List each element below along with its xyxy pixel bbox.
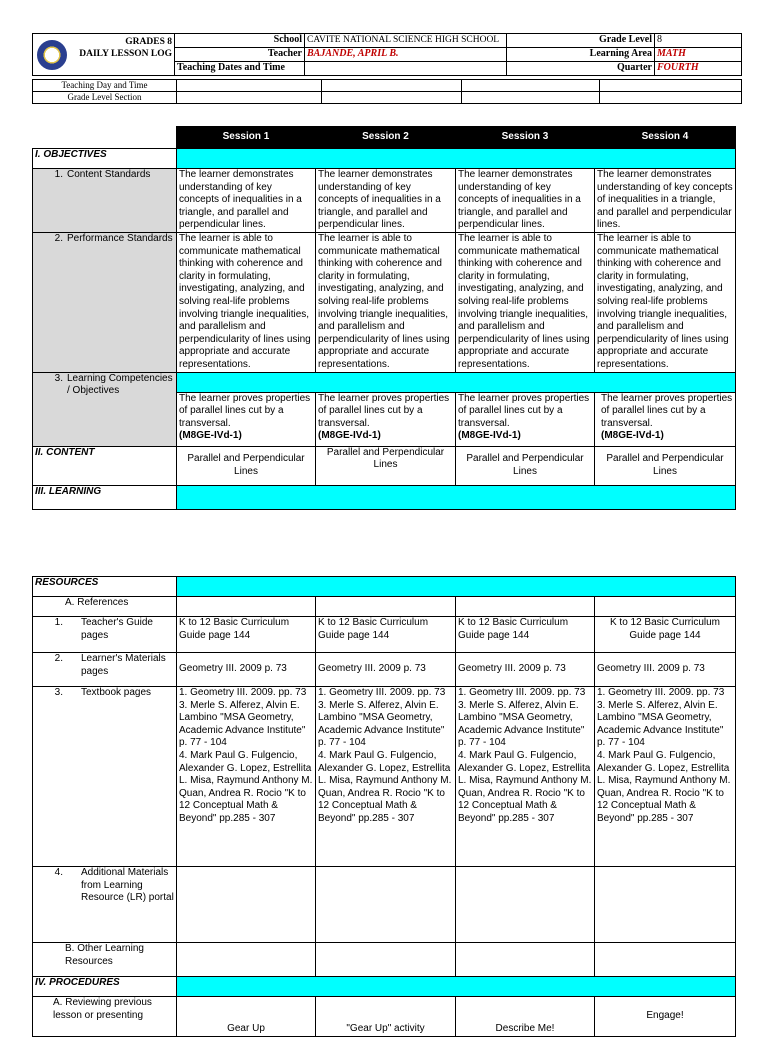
- learners-materials-s3: Geometry III. 2009 p. 73: [456, 653, 595, 687]
- dates-value: [305, 62, 507, 76]
- procedures-a-s3: Describe Me!: [456, 997, 595, 1037]
- competencies-s1: The learner proves properties of parallel lines cut by a transversal. (M8GE-IVd-1): [177, 392, 316, 446]
- resources-title: RESOURCES: [33, 577, 177, 597]
- school-value: CAVITE NATIONAL SCIENCE HIGH SCHOOL: [305, 34, 507, 48]
- performance-standards-label: 2. Performance Standards: [33, 232, 177, 372]
- header-title-cell: [33, 34, 175, 76]
- learning-band: [177, 485, 736, 509]
- learning-title: III. LEARNING: [33, 485, 177, 509]
- resources-table: [32, 576, 736, 1037]
- objectives-title: I. OBJECTIVES: [33, 149, 177, 169]
- content-s1: Parallel and Perpendicular Lines: [177, 446, 316, 485]
- learners-materials-s1: Geometry III. 2009 p. 73: [177, 653, 316, 687]
- day-time-label: Teaching Day and Time: [33, 80, 177, 92]
- session-1-header: Session 1: [177, 127, 316, 149]
- procedures-band: [177, 977, 736, 997]
- content-standards-s4: The learner demonstrates understanding of key concepts of inequalities in a triangle, and parallel and perpendicular lines.: [595, 169, 736, 233]
- objectives-band: [177, 149, 736, 169]
- teachers-guide-s2: K to 12 Basic Curriculum Guide page 144: [316, 617, 456, 653]
- textbook-s2: 1. Geometry III. 2009. pp. 73 3. Merle S. Alferez, Alvin E. Lambino "MSA Geometry, Academic Advance Institute" p. 77 - 104 4. Mark Paul G. Fulgencio, Alexander G. Lopez, Estrellita L. Misa, Raymund Anthony M. Quan, Andrea R. Rocio "K to 12 Conceptual Math & Beyond" pp.285 - 307: [316, 687, 456, 867]
- learning-area-value: MATH: [655, 48, 742, 62]
- performance-standards-s2: The learner is able to communicate mathematical thinking with coherence and clarity in formulating, investigating, analyzing, and solving real-life problems involving triangle inequalities, and parallelism and perpendicularity of lines using appropriate and accurate representations.: [316, 232, 456, 372]
- procedures-a-s4: Engage!: [595, 997, 736, 1037]
- header-table: [32, 33, 742, 76]
- session-4-header: Session 4: [595, 127, 736, 149]
- textbook-s1: 1. Geometry III. 2009. pp. 73 3. Merle S. Alferez, Alvin E. Lambino "MSA Geometry, Academic Advance Institute" p. 77 - 104 4. Mark Paul G. Fulgencio, Alexander G. Lopez, Estrellita L. Misa, Raymund Anthony M. Quan, Andrea R. Rocio "K to 12 Conceptual Math & Beyond" pp.285 - 307: [177, 687, 316, 867]
- resources-band: [177, 577, 736, 597]
- learning-area-label: Learning Area: [507, 48, 655, 62]
- section-label: Grade Level Section: [33, 92, 177, 104]
- session-2-header: Session 2: [316, 127, 456, 149]
- procedures-title: IV. PROCEDURES: [33, 977, 177, 997]
- textbook-label: 3. Textbook pages: [33, 687, 177, 867]
- grade-level-value: 8: [655, 34, 742, 48]
- performance-standards-s3: The learner is able to communicate mathematical thinking with coherence and clarity in formulating, investigating, analyzing, and solving real-life problems involving triangle inequalities, and parallelism and perpendicularity of lines using appropriate and accurate representations.: [456, 232, 595, 372]
- reviewing-label: A. Reviewing previous lesson or presenting: [33, 997, 177, 1037]
- additional-materials-label: 4. Additional Materials from Learning Resource (LR) portal: [33, 867, 177, 943]
- day-section-table: [32, 79, 742, 104]
- other-resources-label: B. Other Learning Resources: [33, 943, 177, 977]
- procedures-a-s1: Gear Up: [177, 997, 316, 1037]
- teachers-guide-label: 1. Teacher's Guide pages: [33, 617, 177, 653]
- textbook-s4: 1. Geometry III. 2009. pp. 73 3. Merle S. Alferez, Alvin E. Lambino "MSA Geometry, Academic Advance Institute" p. 77 - 104 4. Mark Paul G. Fulgencio, Alexander G. Lopez, Estrellita L. Misa, Raymund Anthony M. Quan, Andrea R. Rocio "K to 12 Conceptual Math & Beyond" pp.285 - 307: [595, 687, 736, 867]
- learners-materials-label: 2. Learner's Materials pages: [33, 653, 177, 687]
- competencies-s3: The learner proves properties of parallel lines cut by a transversal. (M8GE-IVd-1): [456, 392, 595, 446]
- session-3-header: Session 3: [456, 127, 595, 149]
- teachers-guide-s4: K to 12 Basic Curriculum Guide page 144: [595, 617, 736, 653]
- content-standards-s1: The learner demonstrates understanding of key concepts of inequalities in a triangle, and parallel and perpendicular lines.: [177, 169, 316, 233]
- teachers-guide-s1: K to 12 Basic Curriculum Guide page 144: [177, 617, 316, 653]
- objectives-table: [32, 126, 736, 510]
- performance-standards-s4: The learner is able to communicate mathematical thinking with coherence and clarity in formulating, investigating, analyzing, and solving real-life problems involving triangle inequalities, and parallelism and perpendicularity of lines using appropriate and accurate representations.: [595, 232, 736, 372]
- quarter-label: Quarter: [507, 62, 655, 76]
- textbook-s3: 1. Geometry III. 2009. pp. 73 3. Merle S. Alferez, Alvin E. Lambino "MSA Geometry, Academic Advance Institute" p. 77 - 104 4. Mark Paul G. Fulgencio, Alexander G. Lopez, Estrellita L. Misa, Raymund Anthony M. Quan, Andrea R. Rocio "K to 12 Conceptual Math & Beyond" pp.285 - 307: [456, 687, 595, 867]
- performance-standards-s1: The learner is able to communicate mathematical thinking with coherence and clarity in formulating, investigating, analyzing, and solving real-life problems involving triangle inequalities, and parallelism and perpendicularity of lines using appropriate and accurate representations.: [177, 232, 316, 372]
- references-label: A. References: [33, 597, 177, 617]
- content-standards-s3: The learner demonstrates understanding of key concepts of inequalities in a triangle, and parallel and perpendicular lines.: [456, 169, 595, 233]
- dates-label: Teaching Dates and Time: [175, 62, 305, 76]
- quarter-value: FOURTH: [655, 62, 742, 76]
- school-label: School: [175, 34, 305, 48]
- competencies-s4: The learner proves properties of parallel lines cut by a transversal. (M8GE-IVd-1): [595, 392, 736, 446]
- content-standards-s2: The learner demonstrates understanding of key concepts of inequalities in a triangle, and parallel and perpendicular lines.: [316, 169, 456, 233]
- content-title: II. CONTENT: [33, 446, 177, 485]
- log-title: DAILY LESSON LOG: [79, 49, 172, 59]
- competencies-s2: The learner proves properties of parallel lines cut by a transversal. (M8GE-IVd-1): [316, 392, 456, 446]
- procedures-a-s2: "Gear Up" activity: [316, 997, 456, 1037]
- teacher-label: Teacher: [175, 48, 305, 62]
- competencies-band: [177, 372, 736, 392]
- teachers-guide-s3: K to 12 Basic Curriculum Guide page 144: [456, 617, 595, 653]
- content-s2: Parallel and Perpendicular Lines: [316, 446, 456, 485]
- grades-label: GRADES 8: [125, 37, 172, 47]
- teacher-value: BAJANDE, APRIL B.: [305, 48, 507, 62]
- learners-materials-s4: Geometry III. 2009 p. 73: [595, 653, 736, 687]
- competencies-label: 3. Learning Competencies / Objectives: [33, 372, 177, 446]
- grade-level-label: Grade Level: [507, 34, 655, 48]
- learners-materials-s2: Geometry III. 2009 p. 73: [316, 653, 456, 687]
- content-s4: Parallel and Perpendicular Lines: [595, 446, 736, 485]
- content-s3: Parallel and Perpendicular Lines: [456, 446, 595, 485]
- deped-seal-icon: [37, 40, 67, 70]
- content-standards-label: 1. Content Standards: [33, 169, 177, 233]
